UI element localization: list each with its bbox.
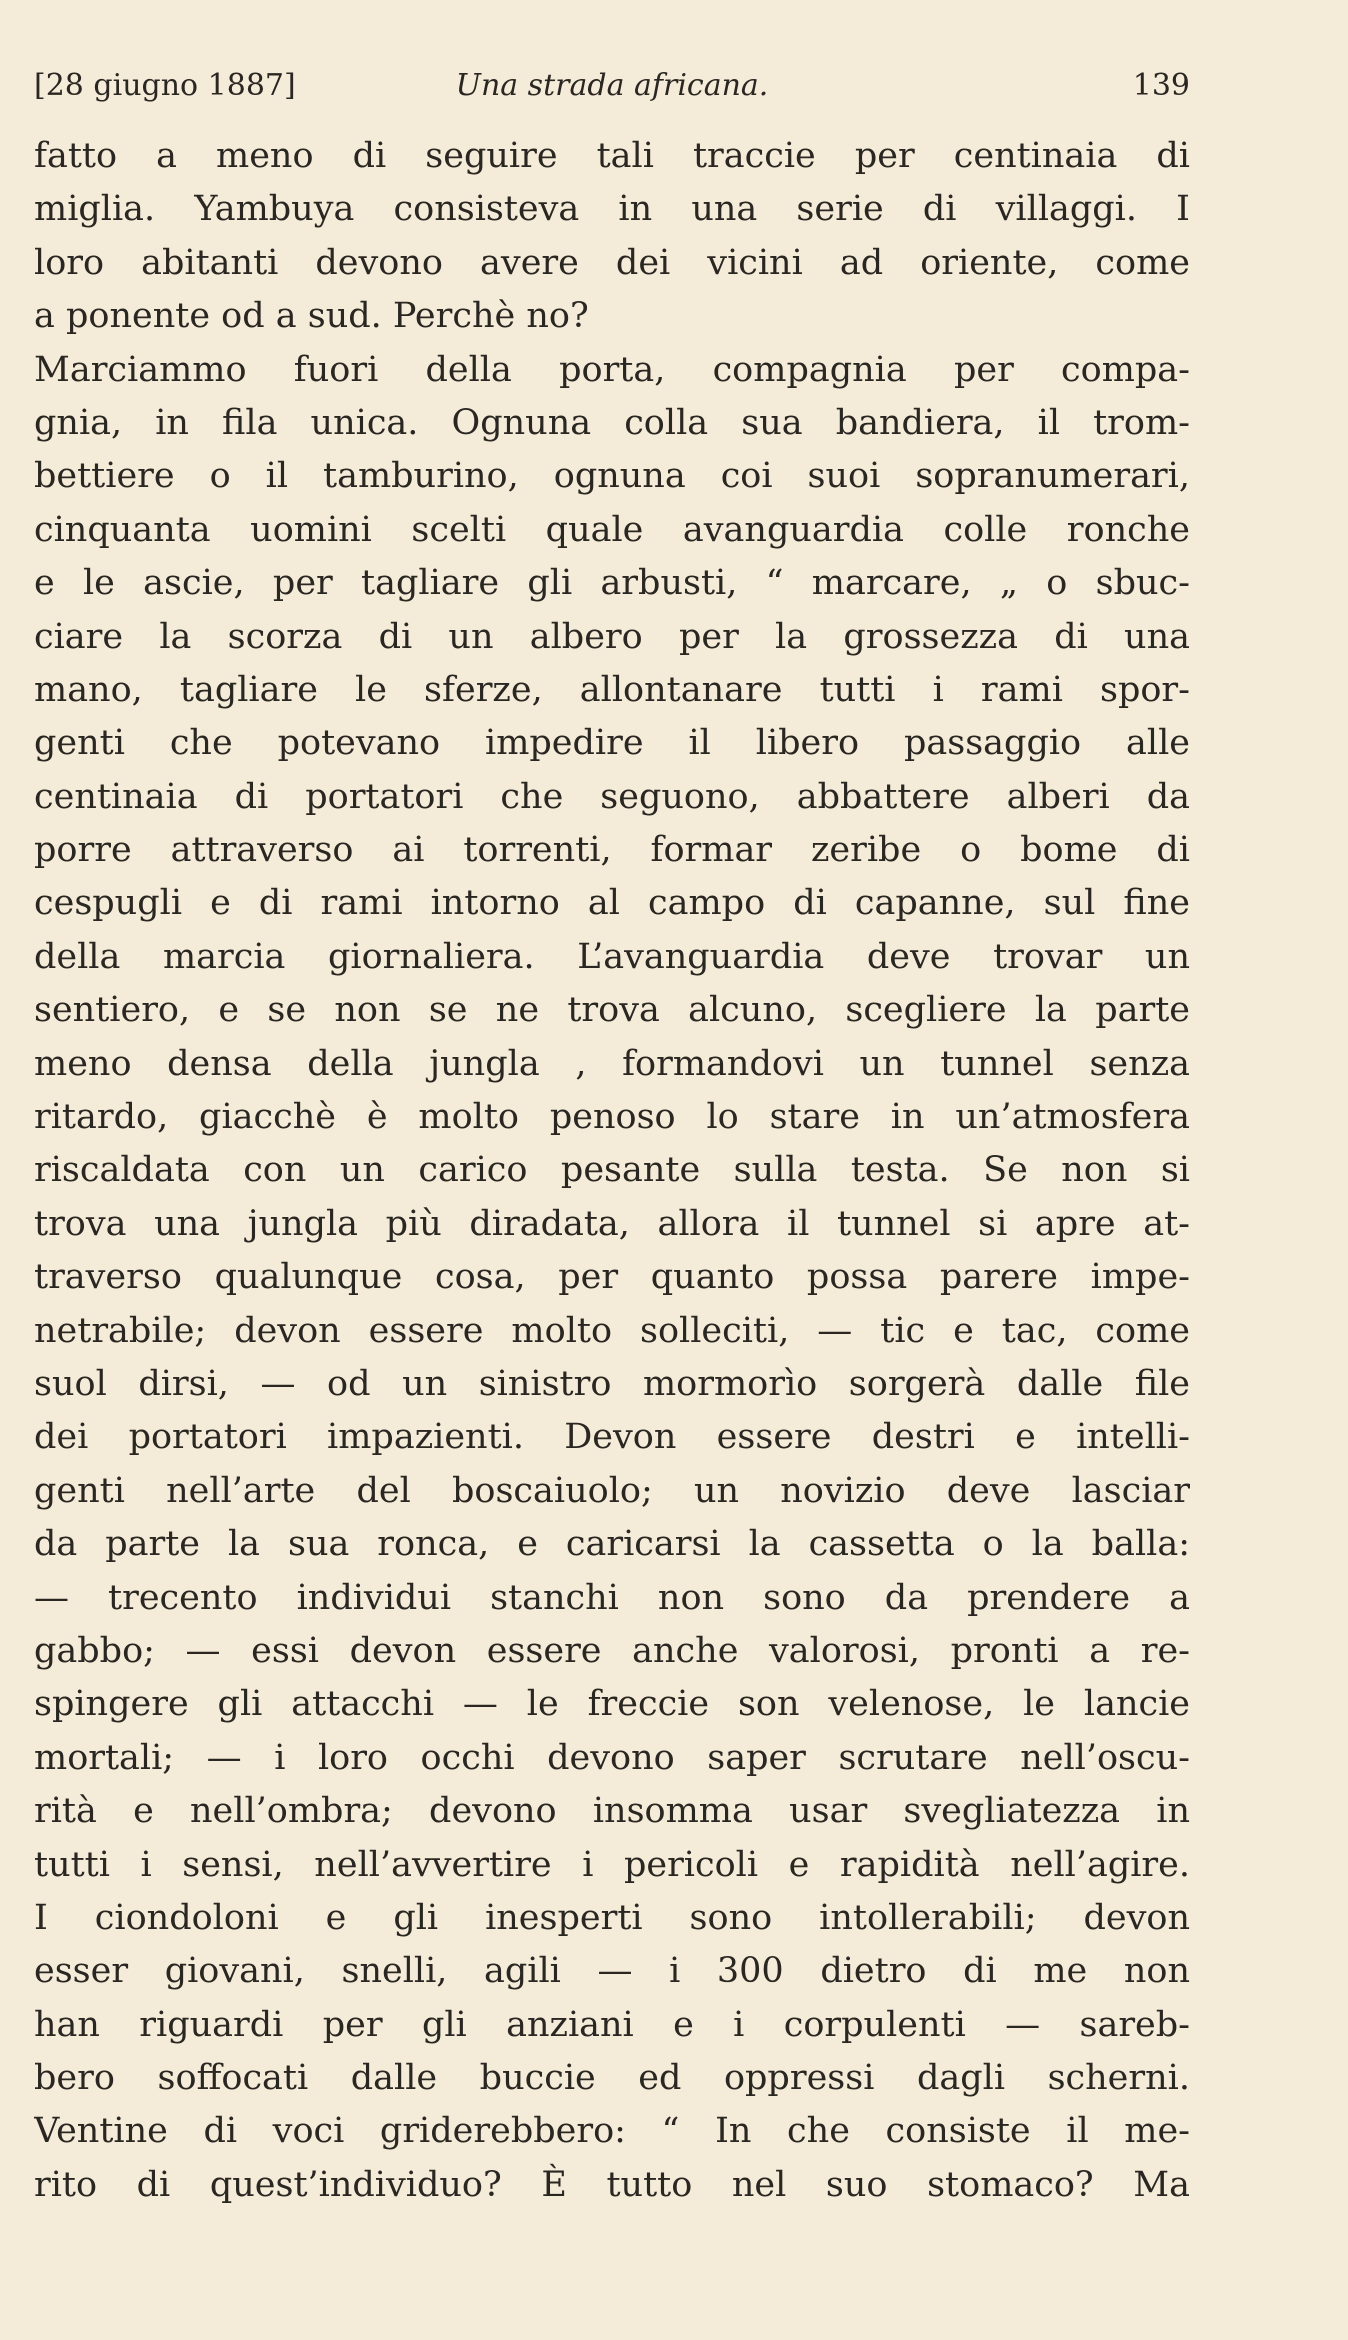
- header-date: [28 giugno 1887]: [34, 68, 296, 103]
- text-line: Marciammo fuori della porta, compagnia per compa-: [34, 349, 1190, 390]
- text-line: ciare la scorza di un albero per la grossezza di una: [34, 616, 1190, 657]
- text-line: spingere gli attacchi — le freccie son velenose, le lancie: [34, 1684, 1190, 1725]
- text-line: da parte la sua ronca, e caricarsi la cassetta o la balla:: [34, 1524, 1190, 1565]
- text-line: genti nell’arte del boscaiuolo; un novizio deve lasciar: [34, 1470, 1190, 1511]
- text-line: suol dirsi, — od un sinistro mormorìo sorgerà dalle file: [34, 1363, 1190, 1404]
- text-line: riscaldata con un carico pesante sulla testa. Se non si: [34, 1150, 1190, 1191]
- text-line: fatto a meno di seguire tali traccie per centinaia di: [34, 136, 1190, 176]
- text-line: e le ascie, per tagliare gli arbusti, “ marcare, „ o sbuc-: [34, 563, 1190, 604]
- text-line: tutti i sensi, nell’avvertire i pericoli e rapidità nell’agire.: [34, 1844, 1190, 1885]
- text-line: gnia, in fila unica. Ognuna colla sua bandiera, il trom-: [34, 402, 1190, 443]
- text-line: netrabile; devon essere molto solleciti, — tic e tac, come: [34, 1310, 1190, 1351]
- text-line: Ventine di voci griderebbero: “ In che consiste il me-: [34, 2111, 1190, 2152]
- text-line: cinquanta uomini scelti quale avanguardia colle ronche: [34, 509, 1190, 550]
- text-line: dei portatori impazienti. Devon essere destri e intelli-: [34, 1417, 1190, 1458]
- text-line: esser giovani, snelli, agili — i 300 dietro di me non: [34, 1951, 1190, 1992]
- text-line: miglia. Yambuya consisteva in una serie di villaggi. I: [34, 189, 1190, 230]
- text-line: trova una jungla più diradata, allora il tunnel si apre at-: [34, 1203, 1190, 1244]
- text-line: bero soffocati dalle buccie ed oppressi dagli scherni.: [34, 2058, 1190, 2099]
- text-line: della marcia giornaliera. L’avanguardia deve trovar un: [34, 936, 1190, 977]
- text-line: ritardo, giacchè è molto penoso lo stare in un’atmosfera: [34, 1097, 1190, 1138]
- text-line: sentiero, e se non se ne trova alcuno, scegliere la parte: [34, 990, 1190, 1031]
- body-text: [34, 130, 1190, 2212]
- text-line: mortali; — i loro occhi devono saper scrutare nell’oscu-: [34, 1737, 1190, 1778]
- text-line: cespugli e di rami intorno al campo di capanne, sul fine: [34, 883, 1190, 924]
- header-chapter-title: Una strada africana.: [455, 68, 769, 103]
- text-line: centinaia di portatori che seguono, abbattere alberi da: [34, 776, 1190, 817]
- text-line: — trecento individui stanchi non sono da prendere a: [34, 1577, 1190, 1618]
- text-line: genti che potevano impedire il libero passaggio alle: [34, 723, 1190, 764]
- text-line: porre attraverso ai torrenti, formar zeribe o bome di: [34, 830, 1190, 871]
- text-line: gabbo; — essi devon essere anche valorosi, pronti a re-: [34, 1630, 1190, 1671]
- text-line: a ponente od a sud. Perchè no?: [34, 296, 589, 337]
- page-number: 139: [1132, 68, 1190, 103]
- running-header: [34, 62, 1190, 110]
- text-line: I ciondoloni e gli inesperti sono intollerabili; devon: [34, 1897, 1190, 1938]
- text-line: rito di quest’individuo? È tutto nel suo stomaco? Ma: [34, 2164, 1190, 2205]
- text-line: traverso qualunque cosa, per quanto possa parere impe-: [34, 1257, 1190, 1298]
- text-line: bettiere o il tamburino, ognuna coi suoi sopranumerari,: [34, 456, 1190, 497]
- text-line: rità e nell’ombra; devono insomma usar svegliatezza in: [34, 1791, 1190, 1832]
- text-line: mano, tagliare le sferze, allontanare tutti i rami spor-: [34, 669, 1190, 710]
- text-line: meno densa della jungla , formandovi un tunnel senza: [34, 1043, 1190, 1084]
- text-line: han riguardi per gli anziani e i corpulenti — sareb-: [34, 2004, 1190, 2045]
- text-line: loro abitanti devono avere dei vicini ad oriente, come: [34, 242, 1190, 283]
